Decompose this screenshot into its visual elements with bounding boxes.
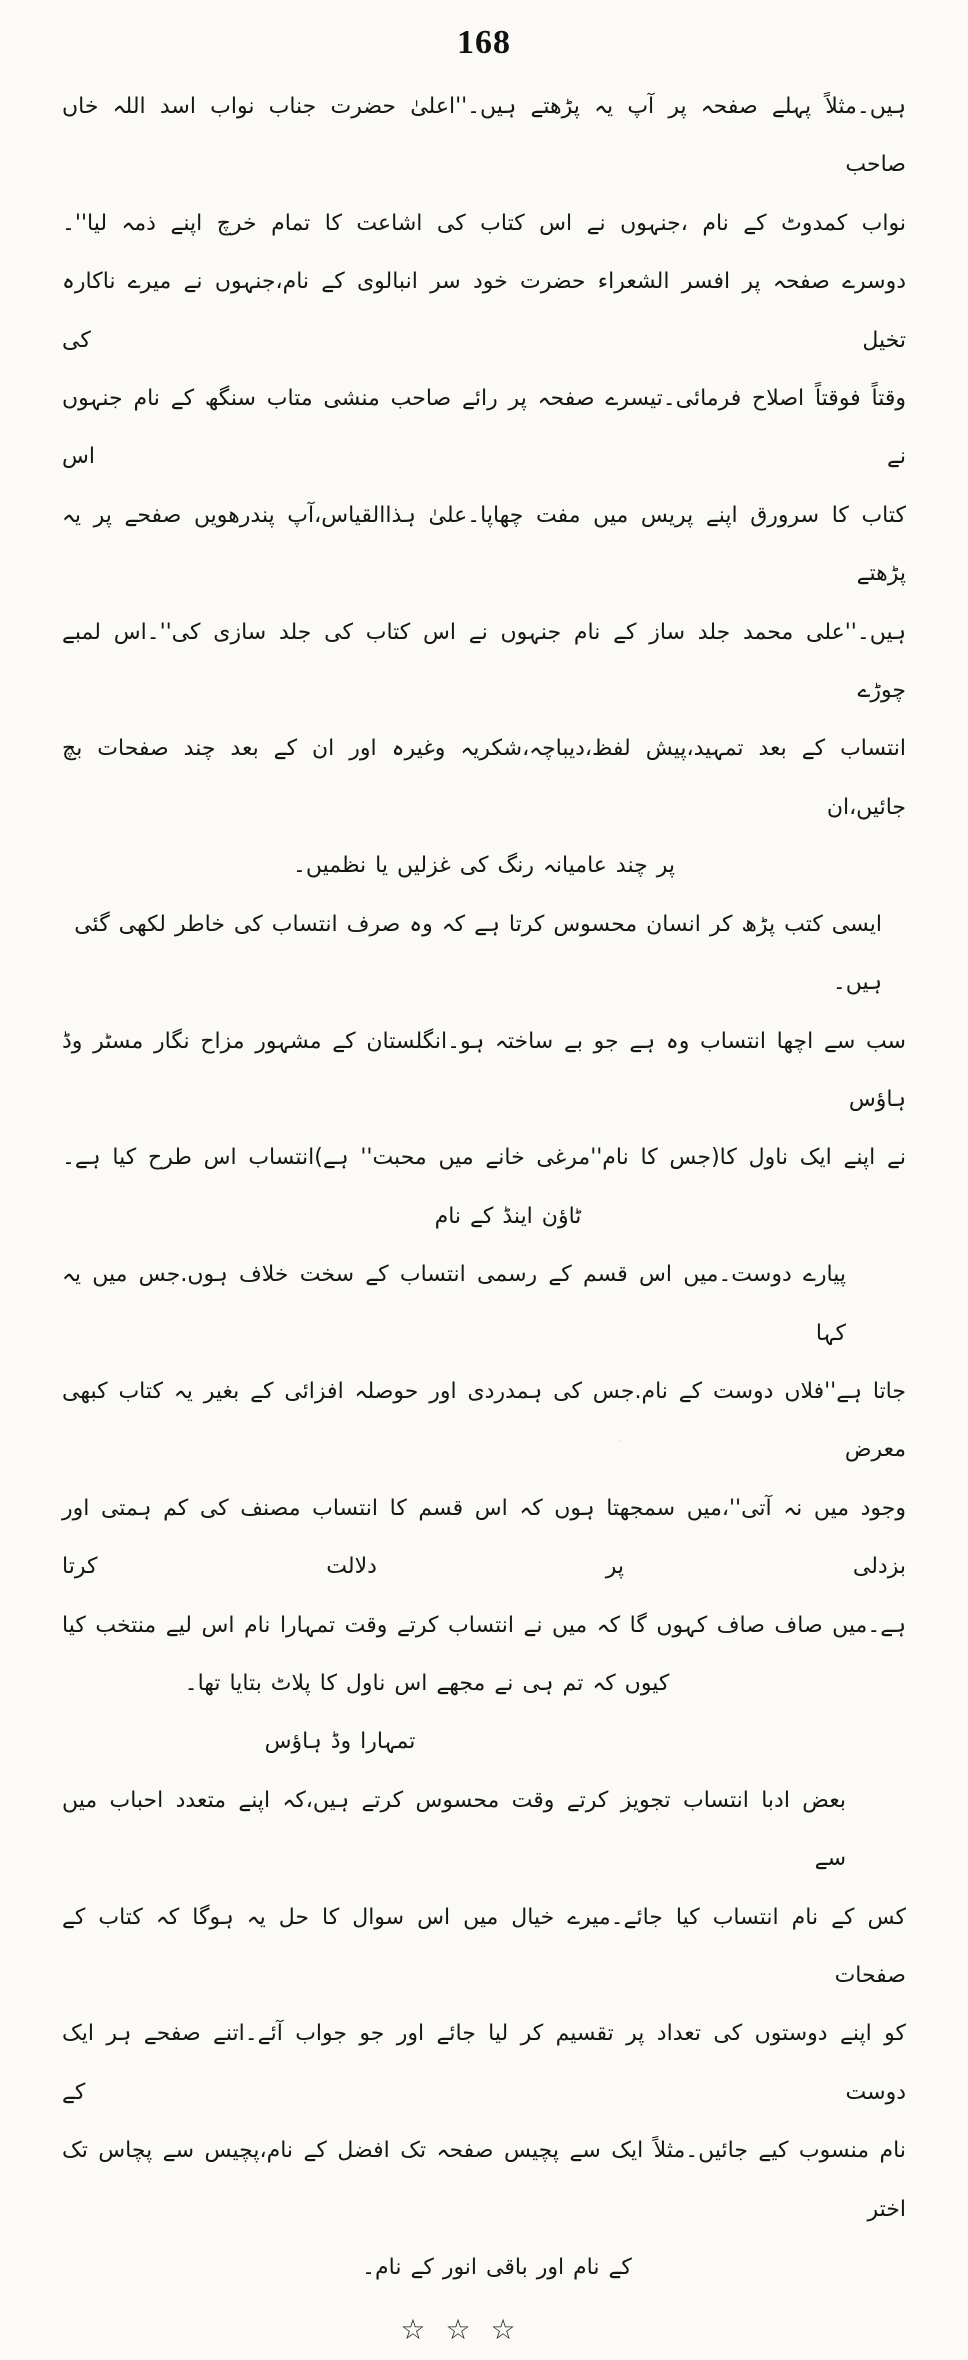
text-line: نام منسوب کیے جائیں۔مثلاً ایک سے پچیس صفحہ تک افضل کے نام،پچیس سے پچاس تک اختر — [62, 2138, 906, 2222]
text-line: سب سے اچھا انتساب وہ ہے جو بے ساختہ ہو۔انگلستان کے مشہور مزاح نگار مسٹر وڈ ہاؤس — [62, 1028, 906, 1112]
text-line: انتساب کے بعد تمہید،پیش لفظ،دیباچہ،شکریہ وغیرہ اور ان کے بعد چند صفحات بچ جائیں،ان — [62, 736, 906, 820]
text-line: پر چند عامیانہ رنگ کی غزلیں یا نظمیں۔ — [293, 853, 675, 879]
text-line: نواب کمدوٹ کے نام ،جنہوں نے اس کتاب کی اشاعت کا تمام خرچ اپنے ذمہ لیا''۔ — [62, 210, 906, 236]
text-line: دوسرے صفحہ پر افسر الشعراء حضرت خود سر انبالوی کے نام،جنہوں نے میرے ناکارہ تخیل کی — [62, 269, 906, 353]
text-line: ایسی کتب پڑھ کر انسان محسوس کرتا ہے کہ وہ صرف انتساب کی خاطر لکھی گئی ہیں۔ — [74, 911, 882, 996]
text-line: بعض ادبا انتساب تجویز کرتے وقت محسوس کرتے ہیں،کہ اپنے متعدد احباب میں سے — [62, 1787, 846, 1872]
dedication-heading: ٹاؤن اینڈ کے نام — [434, 1203, 582, 1229]
text-line: وجود میں نہ آتی''،میں سمجھتا ہوں کہ اس قسم کا انتساب مصنف کی کم ہمتی اور بزدلی پر دلالت کرتا — [62, 1495, 906, 1580]
text-line: ہے۔میں صاف صاف کہوں گا کہ میں نے انتساب کرتے وقت تمہارا نام اس لیے منتخب کیا — [62, 1612, 906, 1638]
text-line: پیارے دوست۔میں اس قسم کے رسمی انتساب کے سخت خلاف ہوں.جس میں یہ کہا — [62, 1262, 846, 1346]
text-line: کتاب کا سرورق اپنے پریس میں مفت چھاپا۔علیٰ ہذاالقیاس،آپ پندرھویں صفحے پر یہ پڑھتے — [62, 502, 906, 587]
text-line: ہیں۔''علی محمد جلد ساز کے نام جنہوں نے اس کتاب کی جلد سازی کی''۔اس لمبے چوڑے — [62, 619, 906, 704]
text-line: نے اپنے ایک ناول کا(جس کا نام''مرغی خانے میں محبت'' ہے)انتساب اس طرح کیا ہے۔ — [62, 1145, 906, 1171]
text-line: کو اپنے دوستوں کی تعداد پر تقسیم کر لیا جائے اور جو جواب آئے۔اتنے صفحے ہر ایک دوست کے — [62, 2021, 906, 2105]
text-line: جاتا ہے''فلاں دوست کے نام.جس کی ہمدردی اور حوصلہ افزائی کے بغیر یہ کتاب کبھی معرض — [62, 1378, 906, 1463]
paragraph-wodehouse-intro — [62, 1013, 906, 1188]
text-line: وقتاً فوقتاً اصلاح فرمائی۔تیسرے صفحہ پر رائے صاحب منشی متاب سنگھ کے نام جنہوں نے اس — [62, 386, 906, 470]
text-line: ہیں۔مثلاً پہلے صفحہ پر آپ یہ پڑھتے ہیں۔''اعلیٰ حضرت جناب نواب اسد اللہ خاں صاحب — [62, 94, 906, 178]
section-end-stars: ☆☆☆ — [400, 2313, 536, 2347]
text-line: کیوں کہ تم ہی نے مجھے اس ناول کا پلاٹ بتایا تھا۔ — [184, 1670, 670, 1696]
page-text-block — [62, 78, 906, 2360]
paragraph-dedication-examples — [62, 78, 906, 896]
page-number: 168 — [457, 24, 511, 61]
paragraph-advice — [62, 1772, 906, 2298]
paragraph-dedication-letter — [62, 1246, 906, 1713]
text-line: کس کے نام انتساب کیا جائے۔میرے خیال میں اس سوال کا حل یہ ہوگا کہ کتاب کے صفحات — [62, 1904, 906, 1988]
text-line: کے نام اور باقی انور کے نام۔ — [362, 2255, 632, 2281]
paragraph-observation — [62, 896, 906, 1013]
letter-signature: تمہارا وڈ ہاؤس — [264, 1729, 416, 1755]
